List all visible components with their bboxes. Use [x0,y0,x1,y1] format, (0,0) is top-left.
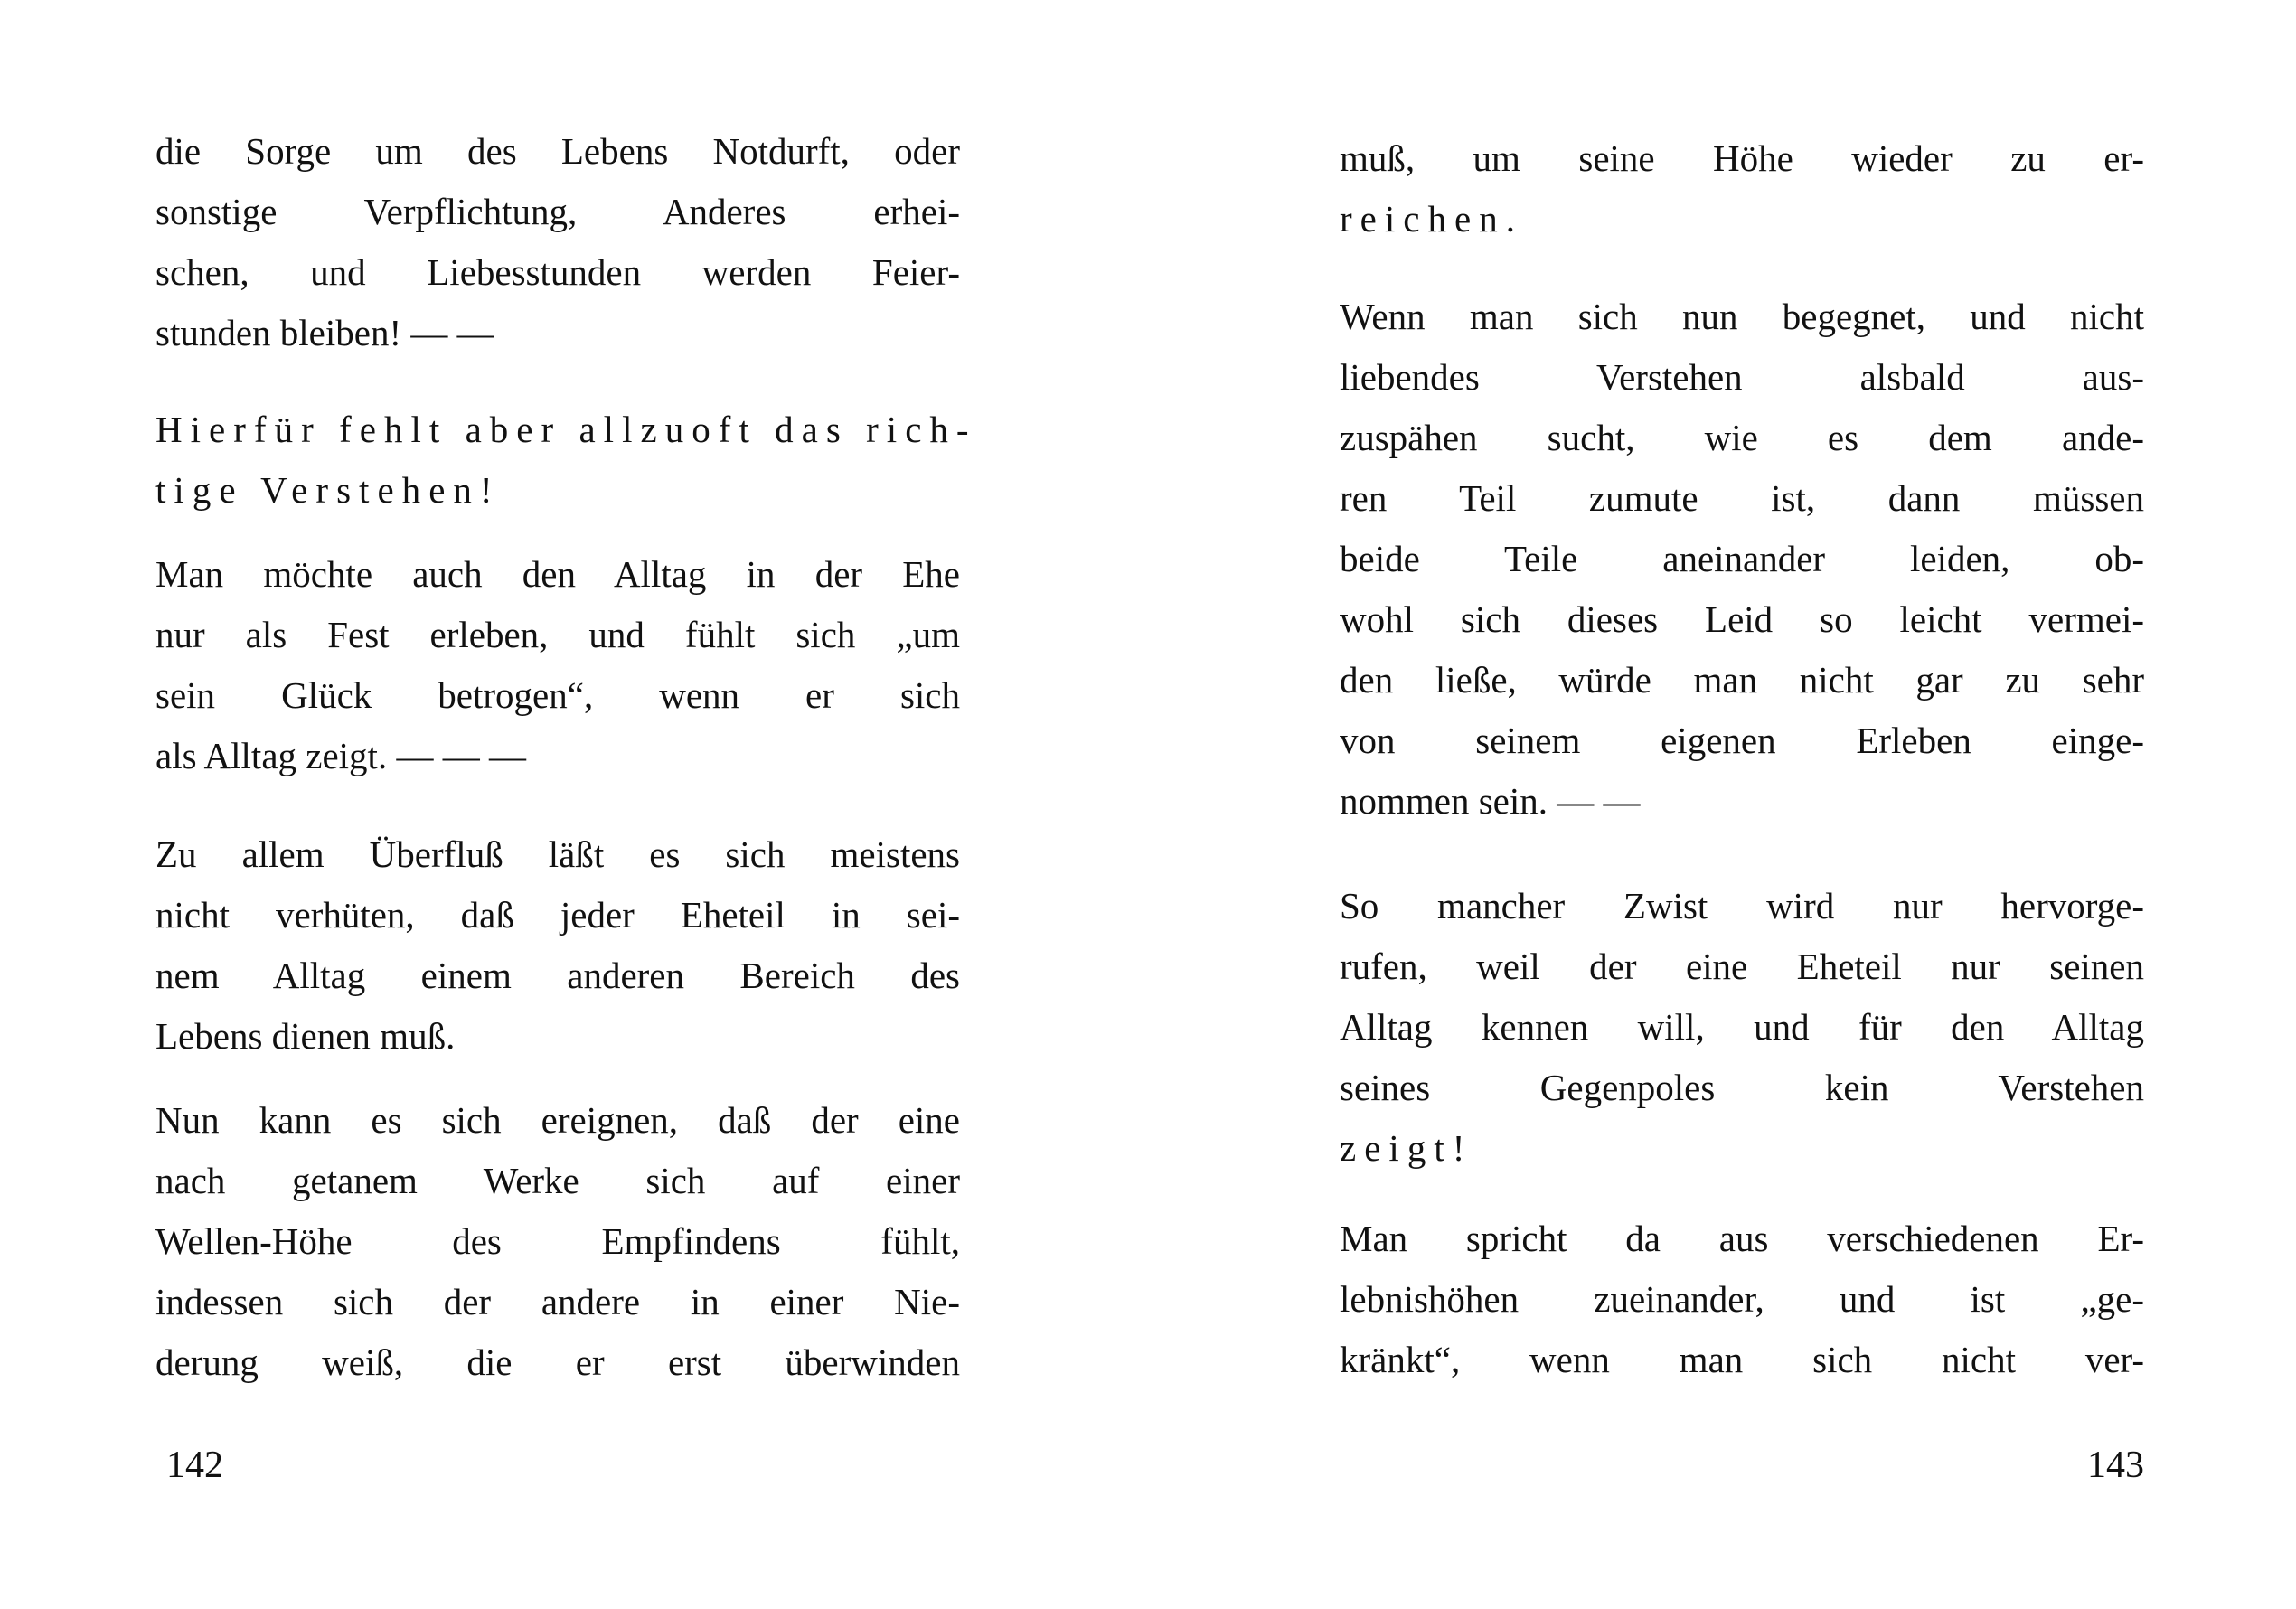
text-line: zuspähen sucht, wie es dem ande- [1340,417,2144,458]
page-number: 143 [2087,1444,2144,1486]
text-line: beide Teile aneinander leiden, ob- [1340,538,2144,579]
text-line: kränkt“, wenn man sich nicht ver- [1340,1339,2144,1380]
text-line: nem Alltag einem anderen Bereich des [155,955,960,996]
text-line: sein Glück betrogen“, wenn er sich [155,674,960,716]
text-line: So mancher Zwist wird nur hervorge- [1340,885,2144,927]
text-line: indessen sich der andere in einer Nie- [155,1281,960,1322]
text-line: Lebens dienen muß. [155,1015,456,1057]
text-line: wohl sich dieses Leid so leicht vermei- [1340,598,2144,640]
text-line: nur als Fest erleben, und fühlt sich „um [155,614,960,655]
text-line: die Sorge um des Lebens Notdurft, oder [155,130,960,172]
text-line: derung weiß, die er erst überwinden [155,1341,960,1383]
text-line: nommen sein. — — [1340,780,1641,822]
text-line: ren Teil zumute ist, dann müssen [1340,477,2144,519]
text-line: schen, und Liebesstunden werden Feier- [155,251,960,293]
text-line: Alltag kennen will, und für den Alltag [1340,1006,2144,1048]
text-line: Zu allem Überfluß läßt es sich meistens [155,833,960,875]
page-right [1340,0,2153,1609]
text-line: als Alltag zeigt. — — — [155,735,526,776]
text-line: rufen, weil der eine Eheteil nur seinen [1340,946,2144,987]
text-line: Hierfür fehlt aber allzuoft das rich- [155,409,977,450]
text-line: tige Verstehen! [155,469,501,511]
text-line: Wenn man sich nun begegnet, und nicht [1340,296,2144,337]
text-line: reichen. [1340,198,1524,240]
text-line: lebnishöhen zueinander, und ist „ge- [1340,1278,2144,1320]
text-line: den ließe, würde man nicht gar zu sehr [1340,659,2144,701]
text-line: Wellen-Höhe des Empfindens fühlt, [155,1220,960,1262]
text-line: muß, um seine Höhe wieder zu er- [1340,137,2144,179]
page-number: 142 [166,1444,223,1486]
text-line: von seinem eigenen Erleben einge- [1340,720,2144,761]
text-line: nach getanem Werke sich auf einer [155,1160,960,1201]
text-line: liebendes Verstehen alsbald aus- [1340,356,2144,398]
text-line: seines Gegenpoles kein Verstehen [1340,1067,2144,1108]
text-line: sonstige Verpflichtung, Anderes erhei- [155,191,960,232]
text-line: Man möchte auch den Alltag in der Ehe [155,553,960,595]
text-line: Man spricht da aus verschiedenen Er- [1340,1218,2144,1259]
text-line: stunden bleiben! — — [155,312,494,353]
text-line: nicht verhüten, daß jeder Eheteil in sei- [155,894,960,936]
text-line: zeigt! [1340,1127,1473,1169]
text-line: Nun kann es sich ereignen, daß der eine [155,1099,960,1141]
page-left [155,0,977,1609]
